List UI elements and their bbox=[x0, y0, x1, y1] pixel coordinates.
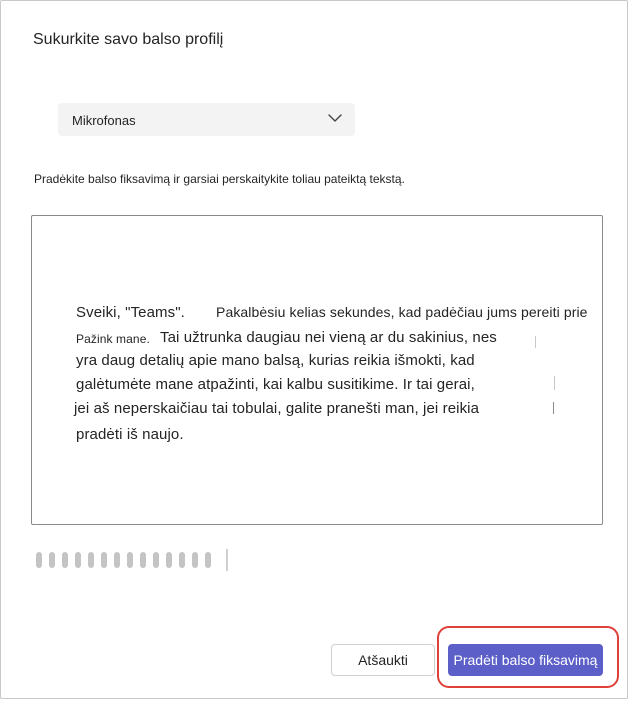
audio-level-meter bbox=[34, 549, 234, 571]
reading-line-4: galėtumėte mane atpažinti, kai kalbu susitikime. Ir tai gerai, bbox=[76, 376, 475, 393]
chevron-down-icon bbox=[327, 112, 343, 124]
reading-line-5: jei aš neperskaičiau tai tobulai, galite pranešti man, jei reikia bbox=[74, 400, 480, 417]
reading-line-1b: Pakalbėsiu kelias sekundes, kad padėčiau jums pereiti prie bbox=[216, 304, 588, 320]
text-caret-mark bbox=[553, 402, 554, 414]
level-bar bbox=[179, 552, 185, 568]
text-caret-mark bbox=[554, 376, 555, 390]
cancel-button[interactable]: Atšaukti bbox=[331, 644, 435, 676]
level-bar bbox=[192, 552, 198, 568]
level-bar bbox=[153, 552, 159, 568]
level-bar bbox=[36, 552, 42, 568]
reading-line-2a: Pažink mane. bbox=[76, 332, 150, 346]
microphone-dropdown[interactable] bbox=[58, 103, 355, 136]
level-bar bbox=[166, 552, 172, 568]
text-caret-mark bbox=[535, 336, 536, 348]
reading-line-3: yra daug detalių apie mano balsą, kurias reikia išmokti, kad bbox=[76, 352, 475, 369]
instruction-text: Pradėkite balso fiksavimą ir garsiai perskaitykite toliau pateiktą tekstą. bbox=[34, 172, 405, 186]
reading-line-2b: Tai užtrunka daugiau nei vieną ar du sakinius, nes bbox=[160, 329, 497, 346]
level-bar bbox=[62, 552, 68, 568]
level-bar bbox=[49, 552, 55, 568]
microphone-selected-value: Mikrofonas bbox=[72, 113, 136, 128]
dialog-title: Sukurkite savo balso profilį bbox=[33, 31, 224, 48]
level-bar bbox=[127, 552, 133, 568]
start-voice-capture-button[interactable]: Pradėti balso fiksavimą bbox=[448, 644, 603, 676]
reading-line-1a: Sveiki, "Teams". bbox=[76, 304, 185, 321]
level-meter-end bbox=[226, 549, 228, 571]
level-bar bbox=[114, 552, 120, 568]
level-bar bbox=[205, 552, 211, 568]
level-bar bbox=[75, 552, 81, 568]
level-bar bbox=[101, 552, 107, 568]
level-bar bbox=[140, 552, 146, 568]
reading-text-box bbox=[31, 215, 603, 525]
level-bar bbox=[88, 552, 94, 568]
reading-line-6: pradėti iš naujo. bbox=[76, 426, 184, 443]
